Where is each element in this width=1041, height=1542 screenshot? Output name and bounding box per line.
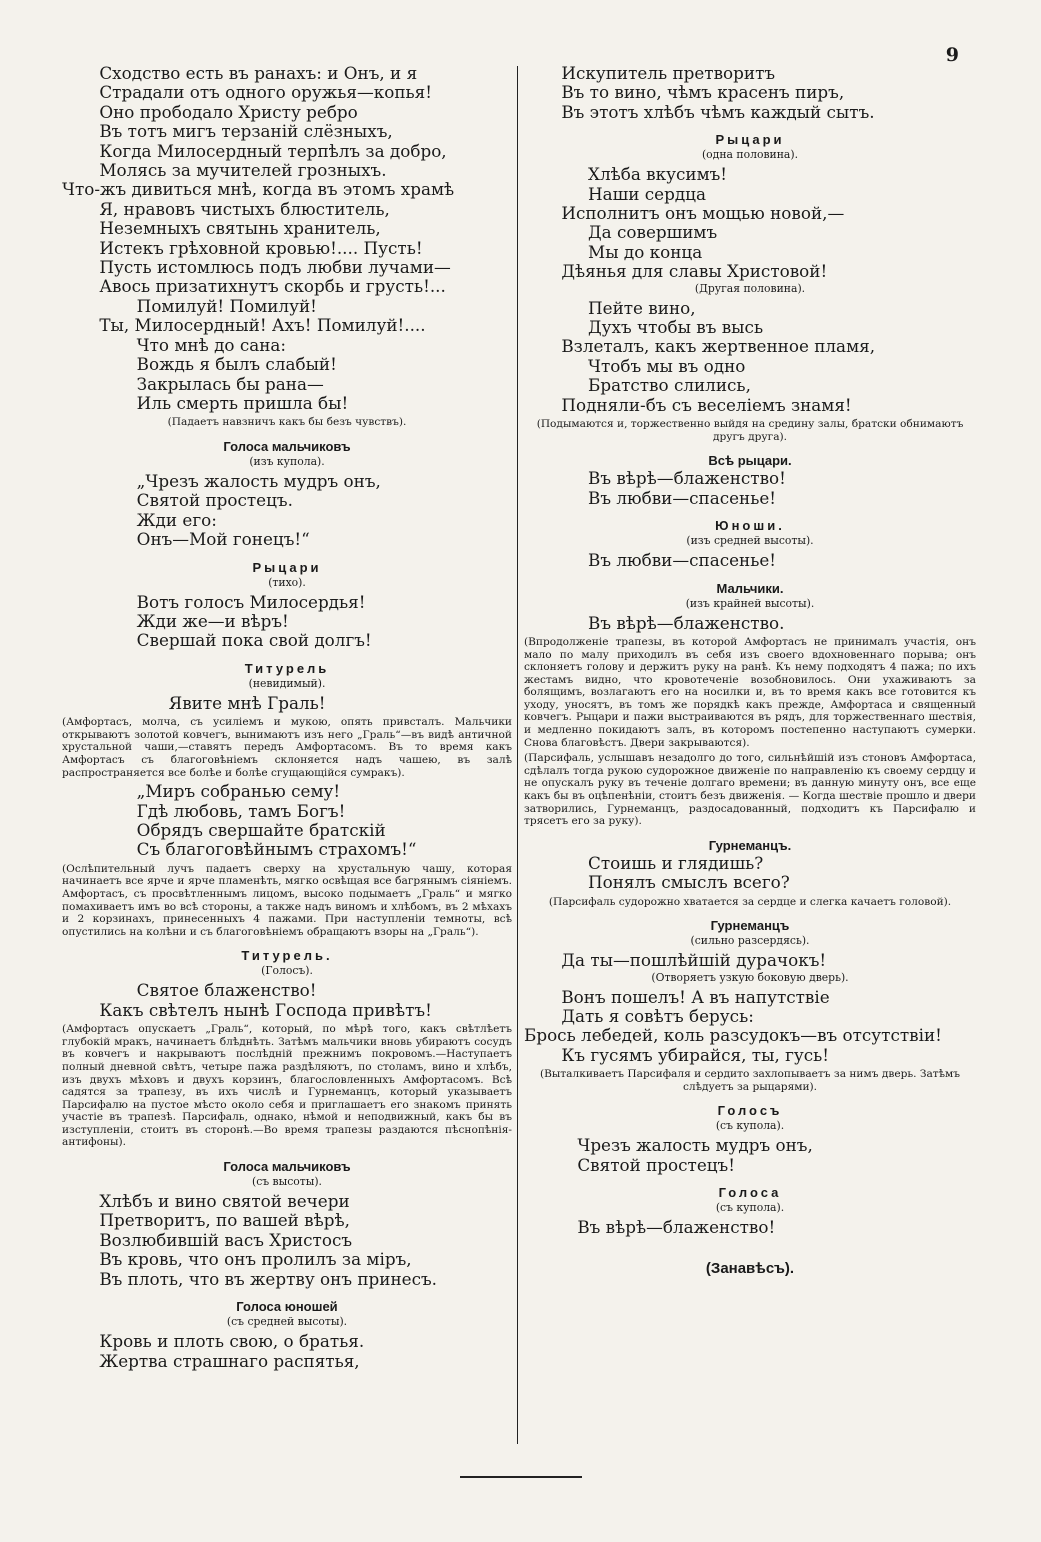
speaker-note: (сильно разсердясь). xyxy=(690,934,810,948)
speaker-heading: Рыцари xyxy=(715,132,785,148)
speaker-heading: Гурнеманцъ xyxy=(710,918,790,934)
verse-knights-half1: Хлѣба вкусимъ! Наши сердца Исполнитъ онъ мощью новой,— Да совершимъ Мы до конца Дѣянья для славы Христовой! xyxy=(561,164,845,282)
speaker-heading: Титурель. xyxy=(241,948,333,964)
verse-gurnemanz-dismissal: Вонъ пошелъ! А въ напутствіе Дать я совѣтъ берусь: Брось лебедей, коль разсудокъ—въ отсутствіи! Къ гусямъ убирайся, ты, гусь! xyxy=(524,986,942,1065)
stage-direction: (Парсифаль, услышавъ незадолго до того, сильнѣйшій изъ стоновъ Амфортаса, сдѣлалъ тогда рукою судорожное движеніе по направленію къ своему сердцу и не опускалъ руку въ теченіе долгаго времени; въ данную минуту онъ, все еще какъ бы въ оцѣпенѣніи, стоитъ безъ движенія. — Когда шествіе прошло и двери затворились, Гурнеманцъ, раздосадованный, подходитъ къ Парсифалю и трясетъ его за руку). xyxy=(524,752,976,828)
speaker-note: (изъ крайней высоты). xyxy=(685,596,815,610)
speaker-heading: Гурнеманцъ. xyxy=(708,837,792,853)
speaker-note: (одна половина). xyxy=(701,148,799,162)
bottom-rule xyxy=(460,1476,582,1478)
stage-direction: (Парсифаль судорожно хватается за сердце и слегка качаетъ головой). xyxy=(548,895,952,908)
stage-direction: (Амфортасъ опускаетъ „Граль“, который, по мѣрѣ того, какъ свѣтлѣетъ глубокій мракъ, начинаетъ блѣднѣть. Затѣмъ мальчики вновь убираютъ сосудъ въ ковчегъ и накрываютъ послѣдній прежнимъ покровомъ.—Наступаетъ полный дневной свѣтъ, четыре пажа раздѣляютъ, по столамъ, вино и хлѣбъ, изъ двухъ мѣховъ и двухъ корзинъ, благословленныхъ Амфортасомъ. Всѣ садятся за трапезу, въ ихъ числѣ и Гурнеманцъ, который указываетъ Парсифалю на пустое мѣсто около себя и приглашаетъ его знакомъ принять участіе въ трапезѣ. Парсифаль, однако, нѣмой и неподвижный, какъ бы въ изступленіи, стоитъ въ сторонѣ.—Во время трапезы раздаются пѣснопѣнія-антифоны). xyxy=(62,1023,512,1149)
speaker-note: (тихо). xyxy=(268,575,306,589)
verse-titurel-voice: Святое блаженство! Какъ свѣтелъ нынѣ Господа привѣтъ! xyxy=(99,980,432,1020)
speaker-heading: Мальчики. xyxy=(716,580,784,596)
speaker-note: (съ купола). xyxy=(715,1201,785,1215)
speaker-note: (изъ средней высоты). xyxy=(686,534,814,548)
speaker-heading: Всѣ рыцари. xyxy=(708,453,792,469)
speaker-heading: Голоса xyxy=(718,1185,782,1201)
verse-knights-half2: Пейте вино, Духъ чтобы въ высь Взлеталъ, какъ жертвенное пламя, Чтобъ мы въ одно Братство слились, Подняли-бъ съ веселіемъ знамя! xyxy=(561,297,876,415)
speaker-note: (съ средней высоты). xyxy=(226,1315,348,1329)
speaker-heading: Титурель xyxy=(244,660,330,676)
verse-boys-voices: „Чрезъ жалость мудръ онъ, Святой простецъ. Жди его: Онъ—Мой гонецъ!“ xyxy=(136,470,381,550)
page-number: 9 xyxy=(945,44,959,66)
stage-direction: (Амфортасъ, молча, съ усиліемъ и мукою, опять привсталъ. Мальчики открываютъ золотой ковчегъ, вынимаютъ изъ него „Граль“—въ видѣ античной хрустальной чаши,—ставятъ передъ Амфортасомъ. Въ то время какъ Амфортасъ съ благоговѣніемъ склоняется надъ чашею, въ залѣ распространяется все болѣе и болѣе сгущающійся сумракъ). xyxy=(62,716,512,779)
speaker-note: (невидимый). xyxy=(248,676,326,690)
speaker-heading: Голоса мальчиковъ xyxy=(223,438,351,454)
verse-gurnemanz: Стоишь и глядишь? Понялъ смыслъ всего? xyxy=(588,852,790,893)
verse-voice-dome: Чрезъ жалость мудръ онъ, Святой простецъ! xyxy=(577,1135,813,1175)
speaker-heading: Голоса мальчиковъ xyxy=(223,1159,351,1175)
right-column xyxy=(524,64,976,1277)
curtain-line: (Занавѣсъ). xyxy=(705,1259,795,1277)
stage-direction: (Ослѣпительный лучъ падаетъ сверху на хрустальную чашу, которая начинаетъ все ярче и ярче пламенѣть, мягко освѣщая все багрянымъ сіяніемъ. Амфортасъ, съ просвѣтленнымъ лицомъ, высоко подымаетъ „Граль“ и мягко помахиваетъ имъ во всѣ стороны, а также надъ виномъ и хлѣбомъ, въ 2 мѣхахъ и 2 корзинахъ, принесенныхъ 4 пажами. При наступленіи темноты, всѣ опустились на колѣни и съ благоговѣніемъ обращаютъ взоры на „Граль“). xyxy=(62,862,512,938)
speaker-note: (Другая половина). xyxy=(694,281,806,295)
speaker-note: (Голосъ). xyxy=(261,964,313,978)
stage-direction: (Падаетъ навзничъ какъ бы безъ чувствъ). xyxy=(167,416,407,429)
verse-youths-reply: Въ любви—спасенье! xyxy=(524,550,777,571)
verse-titurel: Явите мнѣ Граль! xyxy=(62,692,326,713)
speaker-heading: Голоса юношей xyxy=(236,1299,338,1315)
speaker-note: (изъ купола). xyxy=(249,454,325,468)
verse-knights: Вотъ голосъ Милосердья! Жди же—и вѣръ! Свершай пока свой долгъ! xyxy=(136,591,372,651)
verse-boys-reply: Въ вѣрѣ—блаженство. xyxy=(524,612,785,633)
speaker-note: (Отворяетъ узкую боковую дверь). xyxy=(651,970,849,984)
left-column xyxy=(62,64,512,1371)
verse-youths: Кровь и плоть свою, о братья. Жертва страшнаго распятья, xyxy=(99,1331,365,1371)
verse-youths-cont: Искупитель претворитъ Въ то вино, чѣмъ красенъ пиръ, Въ этотъ хлѣбъ чѣмъ каждый сытъ. xyxy=(561,63,875,122)
verse-blessing: „Миръ собранью сему! Гдѣ любовь, тамъ Богъ! Обрядъ свершайте братскій Съ благоговѣйнымъ страхомъ!“ xyxy=(136,781,417,860)
verse-voices-dome: Въ вѣрѣ—блаженство! xyxy=(524,1217,776,1238)
verse-boys-antiphon: Хлѣбъ и вино святой вечери Претворитъ, по вашей вѣрѣ, Возлюбившій васъ Христосъ Въ кровь, что онъ пролилъ за міръ, Въ плоть, что въ жертву онъ принесъ. xyxy=(99,1191,437,1289)
speaker-heading: Голосъ xyxy=(717,1103,783,1119)
column-divider xyxy=(517,66,518,1444)
stage-direction: (Подымаются и, торжественно выйдя на средину залы, братски обнимаютъ другъ друга). xyxy=(536,418,964,443)
verse-amfortas-lament: Сходство есть въ ранахъ: и Онъ, и я Страдали отъ одного оружья—копья! Оно прободало Христу ребро Въ тотъ мигъ терзаній слёзныхъ, Когда Милосердный терпѣлъ за добро, Молясь за мучителей грозныхъ. Что-жъ дивиться мнѣ, когда въ этомъ храмѣ Я, нравовъ чистыхъ блюститель, Неземныхъ святынь хранитель, Истекъ грѣховной кровью!.... Пусть! Пусть истомлюсь подъ любви лучами— Авось призатихнутъ скорбь и грусть!... Помилуй! Помилуй! Ты, Милосердный! Ахъ! Помилуй!.... Что мнѣ до сана: Вождь я былъ слабый! Закрылась бы рана— Иль смерть пришла бы! xyxy=(62,63,455,413)
speaker-note: (съ купола). xyxy=(715,1119,785,1133)
stage-direction: (Выталкиваетъ Парсифаля и сердито захлопываетъ за нимъ дверь. Затѣмъ слѣдуетъ за рыцарями). xyxy=(539,1068,961,1093)
speaker-heading: Рыцари xyxy=(252,559,322,575)
verse-all-knights: Въ вѣрѣ—блаженство! Въ любви—спасенье! xyxy=(588,468,786,508)
stage-direction: (Впродолженіе трапезы, въ которой Амфортасъ не принималъ участія, онъ мало по малу приходилъ въ себя изъ своего вдохновеннаго порыва; онъ склоняетъ голову и держитъ руку на ранѣ. Къ нему подходятъ 4 пажа; по ихъ жестамъ видно, что кровотеченіе возобновилось. Они ухаживаютъ за болящимъ, возлагаютъ его на носилки и, въ то время какъ все готовится къ уходу, уносятъ, въ томъ же порядкѣ какъ прежде, Амфортаса и священный ковчегъ. Рыцари и пажи выстраиваются въ рядъ, для торжественнаго шествія, и медленно покидаютъ залъ, въ которомъ постепенно наступаютъ сумерки. Снова благовѣстъ. Двери закрываются). xyxy=(524,635,976,749)
speaker-note: (съ высоты). xyxy=(252,1175,322,1189)
verse-gurnemanz-angry: Да ты—пошлѣйшій дурачокъ! xyxy=(524,950,827,971)
speaker-heading: Юноши. xyxy=(715,518,785,534)
